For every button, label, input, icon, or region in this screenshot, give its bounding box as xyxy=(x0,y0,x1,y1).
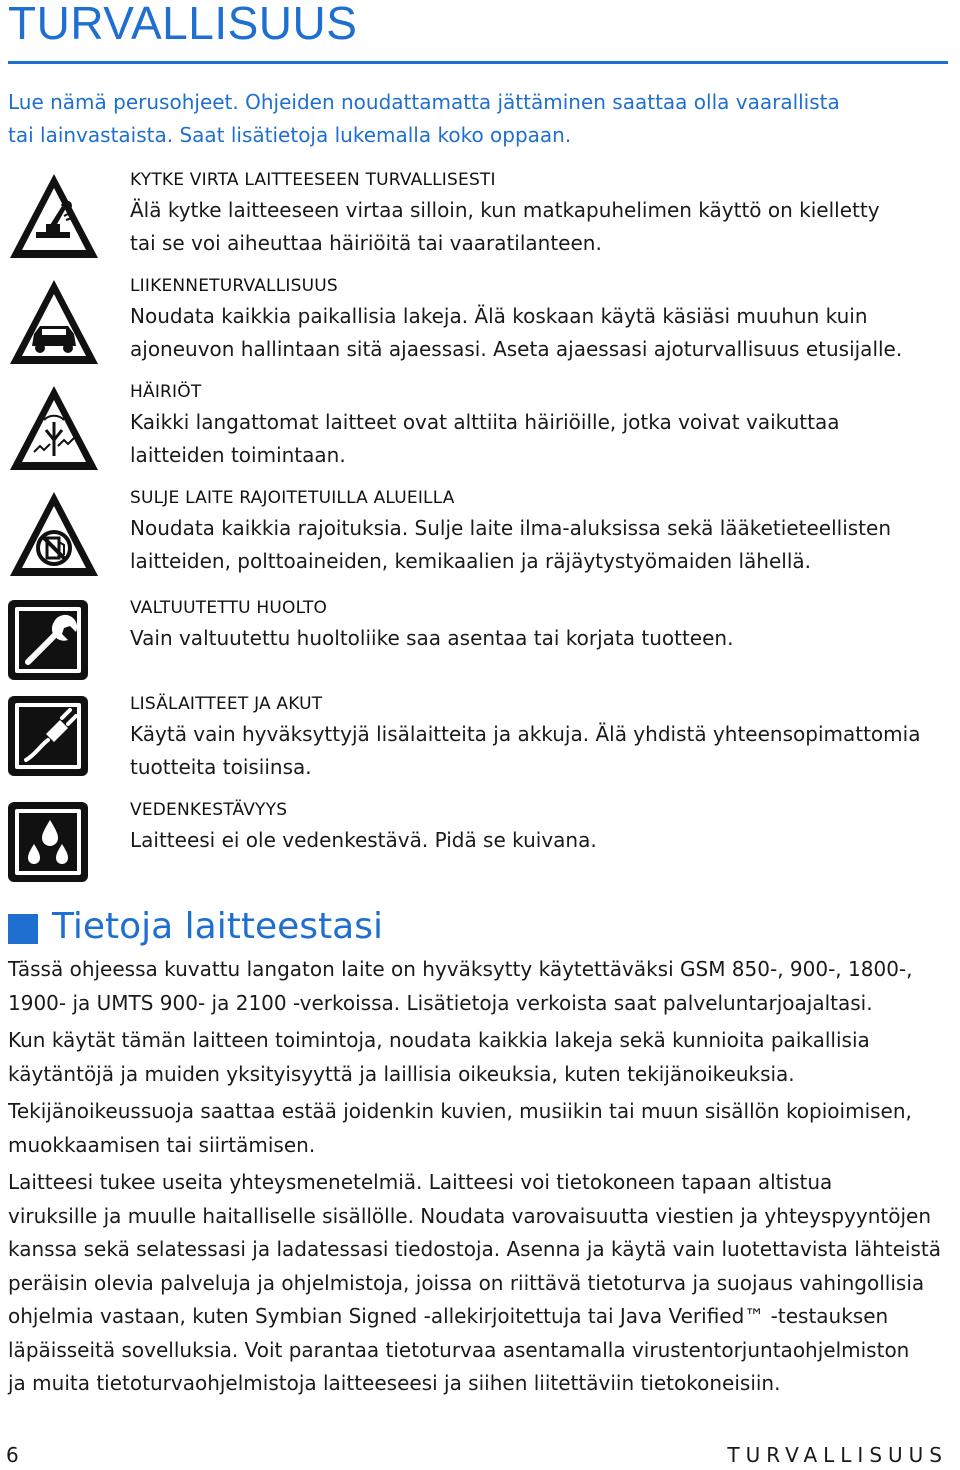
paragraph-line: muokkaamisen tai siirtämisen. xyxy=(8,1132,316,1157)
safety-item-body xyxy=(130,622,950,655)
paragraph-line: kanssa sekä selatessasi ja ladatessasi tiedostoja. Asenna ja käytä vain luotettavista lähteistä xyxy=(8,1237,941,1261)
safety-item-heading: LIIKENNETURVALLISUUS xyxy=(130,276,338,296)
paragraph-line: Tässä ohjeessa kuvattu langaton laite on hyväksytty käytettäväksi GSM 850-, 900-, 1800-, xyxy=(8,957,913,981)
paragraph-line: 1900- ja UMTS 900- ja 2100 -verkoissa. Lisätietoja verkoista saat palveluntarjoajaltasi. xyxy=(8,990,873,1015)
safety-item-line: Kaikki langattomat laitteet ovat alttiita häiriöille, jotka voivat vaikuttaa xyxy=(130,410,840,434)
paragraph-line: ohjelmia vastaan, kuten Symbian Signed -allekirjoitettuja tai Java Verified™ -testauksen xyxy=(8,1304,889,1328)
footer-section-label: TURVALLISUUS xyxy=(727,1443,948,1467)
safety-item-line: tuotteita toisiinsa. xyxy=(130,755,312,779)
paragraph-line: Laitteesi tukee useita yhteysmenetelmiä. Laitteesi voi tietokoneen tapaan altistua xyxy=(8,1170,833,1194)
safety-item-heading: HÄIRIÖT xyxy=(130,382,202,402)
paragraph-line: käytäntöjä ja muiden yksityisyyttä ja laillisia oikeuksia, kuten tekijänoikeuksia. xyxy=(8,1061,795,1086)
paragraph xyxy=(8,1166,953,1401)
intro-line: Lue nämä perusohjeet. Ohjeiden noudattamatta jättäminen saattaa olla vaarallista xyxy=(8,90,840,114)
safety-item-heading: LISÄLAITTEET JA AKUT xyxy=(130,694,323,714)
safety-item-body xyxy=(130,718,950,784)
safety-item-line: Älä kytke laitteeseen virtaa silloin, kun matkapuhelimen käyttö on kielletty xyxy=(130,198,880,222)
safety-item-line: ajoneuvon hallintaan sitä ajaessasi. Aseta ajaessasi ajoturvallisuus etusijalle. xyxy=(130,337,903,361)
restricted-area-icon xyxy=(6,488,102,580)
safety-item-line: Noudata kaikkia paikallisia lakeja. Älä koskaan käytä käsiäsi muuhun kuin xyxy=(130,304,868,328)
paragraph xyxy=(8,1095,953,1162)
paragraph xyxy=(8,1024,953,1091)
water-drops-icon xyxy=(6,800,90,884)
paragraph-line: Kun käytät tämän laitteen toimintoja, noudata kaikkia lakeja sekä kunnioita paikallisia xyxy=(8,1028,870,1052)
safety-item-heading: KYTKE VIRTA LAITTEESEEN TURVALLISESTI xyxy=(130,170,496,190)
safety-item-heading: VEDENKESTÄVYYS xyxy=(130,800,288,820)
safety-item xyxy=(130,382,950,472)
section-bullet-square xyxy=(8,914,38,944)
interference-icon xyxy=(6,382,102,474)
title-rule xyxy=(8,61,948,64)
hand-on-phone-icon xyxy=(6,170,102,262)
paragraph-line: Tekijänoikeussuoja saattaa estää joidenkin kuvien, musiikin tai muun sisällön kopioimisen, xyxy=(8,1099,912,1123)
safety-item-line: Käytä vain hyväksyttyjä lisälaitteita ja akkuja. Älä yhdistä yhteensopimattomia xyxy=(130,722,921,746)
safety-item xyxy=(130,276,950,366)
safety-item-line: Vain valtuutettu huoltoliike saa asentaa tai korjata tuotteen. xyxy=(130,626,734,650)
paragraph xyxy=(8,953,953,1020)
paragraph-line: peräisin olevia palveluja ja ohjelmistoja, joissa on riittävä tietoturva ja suojaus vahingollisia xyxy=(8,1270,925,1295)
safety-item-heading: VALTUUTETTU HUOLTO xyxy=(130,598,328,618)
intro-line: tai lainvastaista. Saat lisätietoja lukemalla koko oppaan. xyxy=(8,123,572,147)
safety-item-line: tai se voi aiheuttaa häiriöitä tai vaaratilanteen. xyxy=(130,231,602,255)
paragraph-line: ja muita tietoturvaohjelmistoja laitteeseesi ja siihen liitettäviin tietokoneisiin. xyxy=(8,1371,781,1395)
safety-item-heading: SULJE LAITE RAJOITETUILLA ALUEILLA xyxy=(130,488,455,508)
car-icon xyxy=(6,276,102,368)
safety-item-line: laitteiden toimintaan. xyxy=(130,443,346,467)
section-body xyxy=(8,953,953,1405)
safety-item-line: Laitteesi ei ole vedenkestävä. Pidä se kuivana. xyxy=(130,828,597,852)
charger-plug-icon xyxy=(6,694,90,778)
safety-item-line: Noudata kaikkia rajoituksia. Sulje laite ilma-aluksissa sekä lääketieteellisten xyxy=(130,516,891,540)
safety-item xyxy=(130,170,950,260)
safety-item xyxy=(130,800,950,857)
section-title-text: Tietoja laitteestasi xyxy=(52,906,383,947)
safety-item-body xyxy=(130,512,950,578)
safety-item-body xyxy=(130,194,950,260)
safety-item-body xyxy=(130,406,950,472)
wrench-icon xyxy=(6,598,90,682)
safety-item-line: laitteiden, polttoaineiden, kemikaalien ja räjäytystyömaiden lähellä. xyxy=(130,549,812,573)
safety-item xyxy=(130,694,950,784)
safety-item-body xyxy=(130,300,950,366)
page-number: 6 xyxy=(6,1443,19,1467)
page-title: TURVALLISUUS xyxy=(8,0,358,49)
paragraph-line: läpäisseitä sovelluksia. Voit parantaa tietoturvaa asentamalla virustentorjuntaohjelmiston xyxy=(8,1337,910,1362)
safety-item xyxy=(130,488,950,578)
safety-item xyxy=(130,598,950,655)
safety-item-body xyxy=(130,824,950,857)
intro-text xyxy=(8,86,938,152)
paragraph-line: viruksille ja muulle haitalliselle sisällölle. Noudata varovaisuutta viestien ja yhteyspyyntöjen xyxy=(8,1203,931,1228)
